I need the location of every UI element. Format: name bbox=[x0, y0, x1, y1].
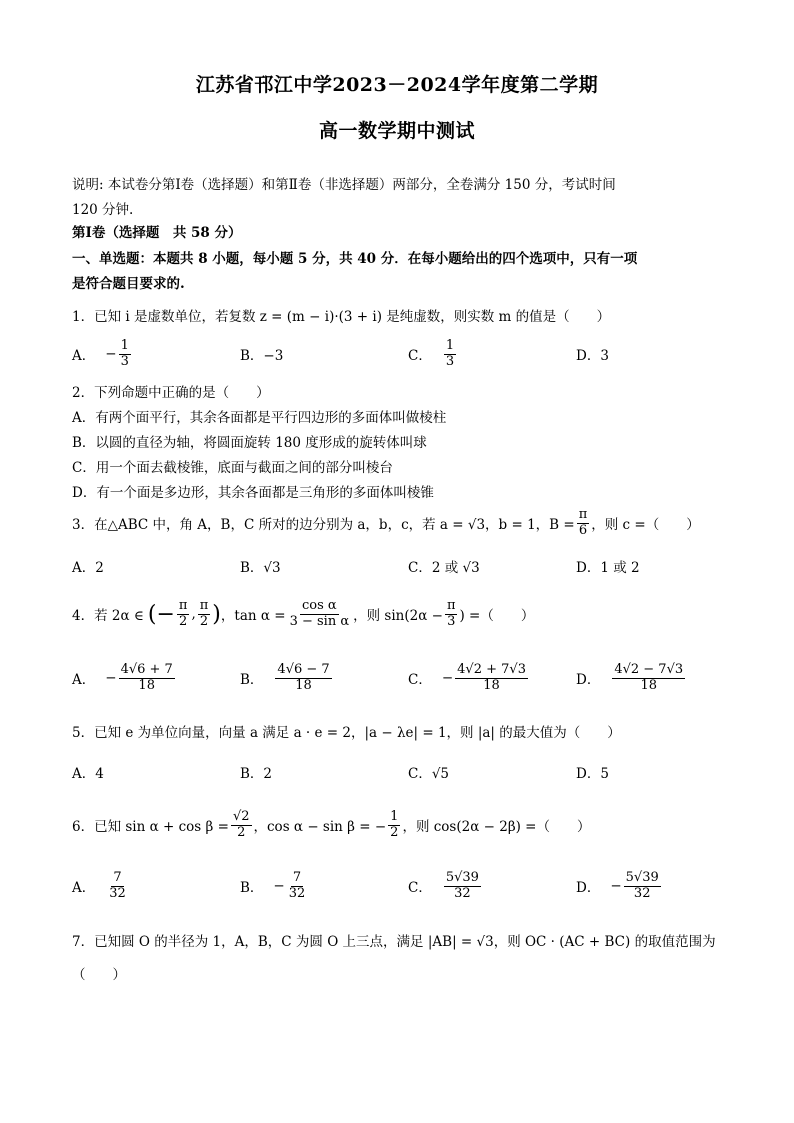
fraction: $\frac{4√6 + 7}{18}$ bbox=[120, 661, 173, 693]
exam-title: 江苏省邗江中学2023－2024学年度第二学期 bbox=[195, 74, 599, 96]
q6-option-d: D． − $\frac{5√39}{32}$ bbox=[576, 869, 659, 901]
fraction: $\frac{5√39}{32}$ bbox=[625, 869, 659, 901]
fraction: $\frac{\pi}{2}$ bbox=[178, 597, 188, 629]
q2-stem: 2．下列命题中正确的是（ ） bbox=[72, 385, 270, 401]
part1-heading: 第Ⅰ卷（选择题 共 58 分） bbox=[72, 225, 242, 241]
fraction: $\frac{1}{3}$ bbox=[120, 337, 129, 369]
q5-option-c: C．√5 bbox=[408, 766, 450, 782]
fraction: $\frac{7}{32}$ bbox=[109, 869, 126, 901]
q3-option-b: B．√3 bbox=[240, 560, 281, 576]
fraction: $\frac{1}{3}$ bbox=[445, 337, 455, 369]
fraction: $\frac{4√2 - 7√3}{18}$ bbox=[614, 661, 684, 693]
q2-option-c: C．用一个面去截棱锥，底面与截面之间的部分叫棱台 bbox=[72, 460, 393, 476]
q1-option-b: B．−3 bbox=[240, 348, 284, 364]
q4-option-d: D． $\frac{4√2 - 7√3}{18}$ bbox=[576, 661, 684, 693]
q6-options bbox=[72, 866, 752, 906]
q6-option-b: B． − $\frac{7}{32}$ bbox=[240, 869, 306, 901]
fraction: $\frac{4√2 + 7√3}{18}$ bbox=[457, 661, 526, 693]
q5-stem: 5．已知 e 为单位向量，向量 a 满足 a · e = 2，|a − λe| = 1，则 |a| 的最大值为（ ） bbox=[72, 725, 621, 741]
fraction: $\frac{5√39}{32}$ bbox=[445, 869, 479, 901]
q4-stem: 4．若 2α ∈ (− $\frac{\pi}{2}$ , $\frac{\pi}{2}$ ) ，tan α = $\frac{\text{cos α}}{\text{3 − sin α}}$ ，则 sin(2α − $\frac{\pi}{3}$ ) =（ ） bbox=[72, 597, 535, 629]
q5-options bbox=[72, 752, 752, 792]
section1-line-2: 是符合题目要求的. bbox=[72, 276, 185, 292]
fraction: $\frac{1}{2}$ bbox=[390, 808, 399, 840]
q1-stem: 1．已知 i 是虚数单位，若复数 z = (m − i)·(3 + i) 是纯虚数，则实数 m 的值是（ ） bbox=[72, 309, 611, 325]
q2-option-d: D．有一个面是多边形，其余各面都是三角形的多面体叫棱锥 bbox=[72, 485, 434, 501]
q3-stem: 3．在△ABC 中，角 A，B，C 所对的边分别为 a，b，c，若 a = √3，b = 1，B = $\frac{\pi}{6}$ ，则 c =（ ） bbox=[72, 506, 700, 538]
fraction: $\frac{\text{cos α}}{\text{3 − sin α}}$ bbox=[289, 597, 350, 629]
q3-option-c: C．2 或 √3 bbox=[408, 560, 480, 576]
q1-options bbox=[72, 334, 752, 374]
q6-stem: 6．已知 sin α + cos β = $\frac{√2}{2}$ ，cos α − sin β = − $\frac{1}{2}$ ，则 cos(2α − 2β) =（ ） bbox=[72, 808, 591, 840]
fraction: $\frac{\pi}{2}$ bbox=[199, 597, 209, 629]
intro-line-2: 120 分钟. bbox=[72, 202, 134, 218]
intro-line-1: 说明: 本试卷分第Ⅰ卷（选择题）和第Ⅱ卷（非选择题）两部分，全卷满分 150 分，考试时间 bbox=[72, 177, 616, 193]
q2-option-b: B．以圆的直径为轴，将圆面旋转 180 度形成的旋转体叫球 bbox=[72, 435, 427, 451]
q5-option-a: A．4 bbox=[72, 766, 104, 782]
fraction: $\frac{7}{32}$ bbox=[288, 869, 306, 901]
q5-option-d: D．5 bbox=[576, 766, 609, 782]
q3-option-d: D．1 或 2 bbox=[576, 560, 640, 576]
q6-option-c: C． $\frac{5√39}{32}$ bbox=[408, 869, 479, 901]
q2-option-a: A．有两个面平行，其余各面都是平行四边形的多面体叫做棱柱 bbox=[72, 410, 447, 426]
q1-option-a: A． − $\frac{1}{3}$ bbox=[72, 337, 129, 369]
exam-subtitle: 高一数学期中测试 bbox=[318, 120, 475, 142]
q3-options bbox=[72, 546, 752, 586]
q3-option-a: A．2 bbox=[72, 560, 104, 576]
q4-option-b: B． $\frac{4√6 - 7}{18}$ bbox=[240, 661, 330, 693]
q1-option-c: C． $\frac{1}{3}$ bbox=[408, 337, 455, 369]
q4-option-c: C． − $\frac{4√2 + 7√3}{18}$ bbox=[408, 661, 526, 693]
fraction: $\frac{\pi}{3}$ bbox=[446, 597, 456, 629]
q1-option-d: D．3 bbox=[576, 348, 609, 364]
section1-line-1: 一、单选题：本题共 8 小题，每小题 5 分，共 40 分．在每小题给出的四个选项中，只有一项 bbox=[72, 251, 638, 267]
q4-option-a: A． − $\frac{4√6 + 7}{18}$ bbox=[72, 661, 173, 693]
q4-options bbox=[72, 658, 752, 698]
fraction: $\frac{4√6 - 7}{18}$ bbox=[277, 661, 330, 693]
q6-option-a: A． $\frac{7}{32}$ bbox=[72, 869, 126, 901]
q7-stem-line-1: 7．已知圆 O 的半径为 1，A，B，C 为圆 O 上三点，满足 |AB| = √3，则 OC · (AC + BC) 的取值范围为 bbox=[72, 934, 716, 950]
q5-option-b: B．2 bbox=[240, 766, 273, 782]
fraction: $\frac{√2}{2}$ bbox=[232, 808, 250, 840]
q7-stem-line-2: （ ） bbox=[72, 967, 126, 983]
fraction: $\frac{\pi}{6}$ bbox=[578, 506, 588, 538]
